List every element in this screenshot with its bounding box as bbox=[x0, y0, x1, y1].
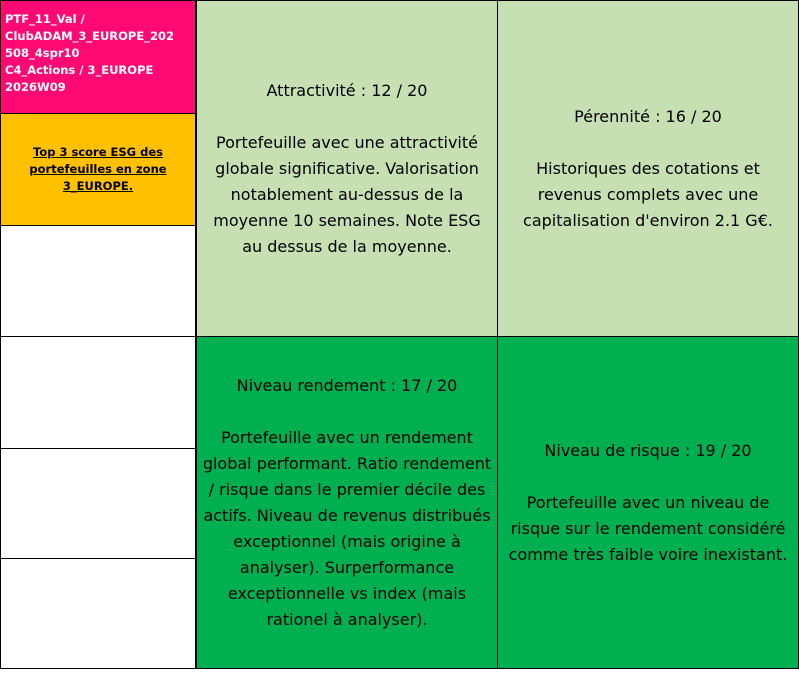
portfolio-title-link[interactable]: Top 3 score ESG des portefeuilles en zone 3_EUROPE. bbox=[29, 145, 167, 193]
portfolio-id-line: 2026W09 bbox=[5, 80, 66, 94]
perennite-cell bbox=[497, 0, 799, 337]
empty-cell bbox=[0, 448, 196, 559]
attractivite-text: Portefeuille avec une attractivité globale significative. Valorisation notablement au-dessus de la moyenne 10 semaines. Note ESG au dessus de la moyenne. bbox=[213, 132, 481, 256]
rendement-text: Portefeuille avec un rendement global performant. Ratio rendement / risque dans le premier décile des actifs. Niveau de revenus distribués exceptionnel (mais origine à analyser). Surperformance exceptionnelle vs index (mais rationel à analyser). bbox=[202, 427, 492, 629]
rendement-heading: Niveau rendement : 17 / 20 bbox=[236, 375, 458, 395]
empty-cell bbox=[0, 336, 196, 449]
risque-text: Portefeuille avec un niveau de risque sur le rendement considéré comme très faible voire inexistant. bbox=[508, 492, 788, 564]
portfolio-title-cell bbox=[0, 113, 196, 226]
portfolio-id-line: PTF_11_Val / bbox=[5, 12, 85, 26]
empty-cell bbox=[0, 558, 196, 669]
perennite-heading: Pérennité : 16 / 20 bbox=[574, 106, 722, 126]
portfolio-id-line: C4_Actions / 3_EUROPE bbox=[5, 63, 154, 77]
risque-heading: Niveau de risque : 19 / 20 bbox=[544, 440, 752, 460]
portfolio-id-line: 508_4spr10 bbox=[5, 46, 80, 60]
portfolio-id-cell bbox=[0, 0, 196, 114]
perennite-text: Historiques des cotations et revenus complets avec une capitalisation d'environ 2.1 G€. bbox=[523, 158, 773, 230]
empty-cell bbox=[0, 225, 196, 337]
rendement-cell bbox=[196, 336, 498, 669]
attractivite-cell bbox=[196, 0, 498, 337]
attractivite-heading: Attractivité : 12 / 20 bbox=[266, 80, 428, 100]
portfolio-id-line: ClubADAM_3_EUROPE_202 bbox=[5, 29, 174, 43]
risque-cell bbox=[497, 336, 799, 669]
